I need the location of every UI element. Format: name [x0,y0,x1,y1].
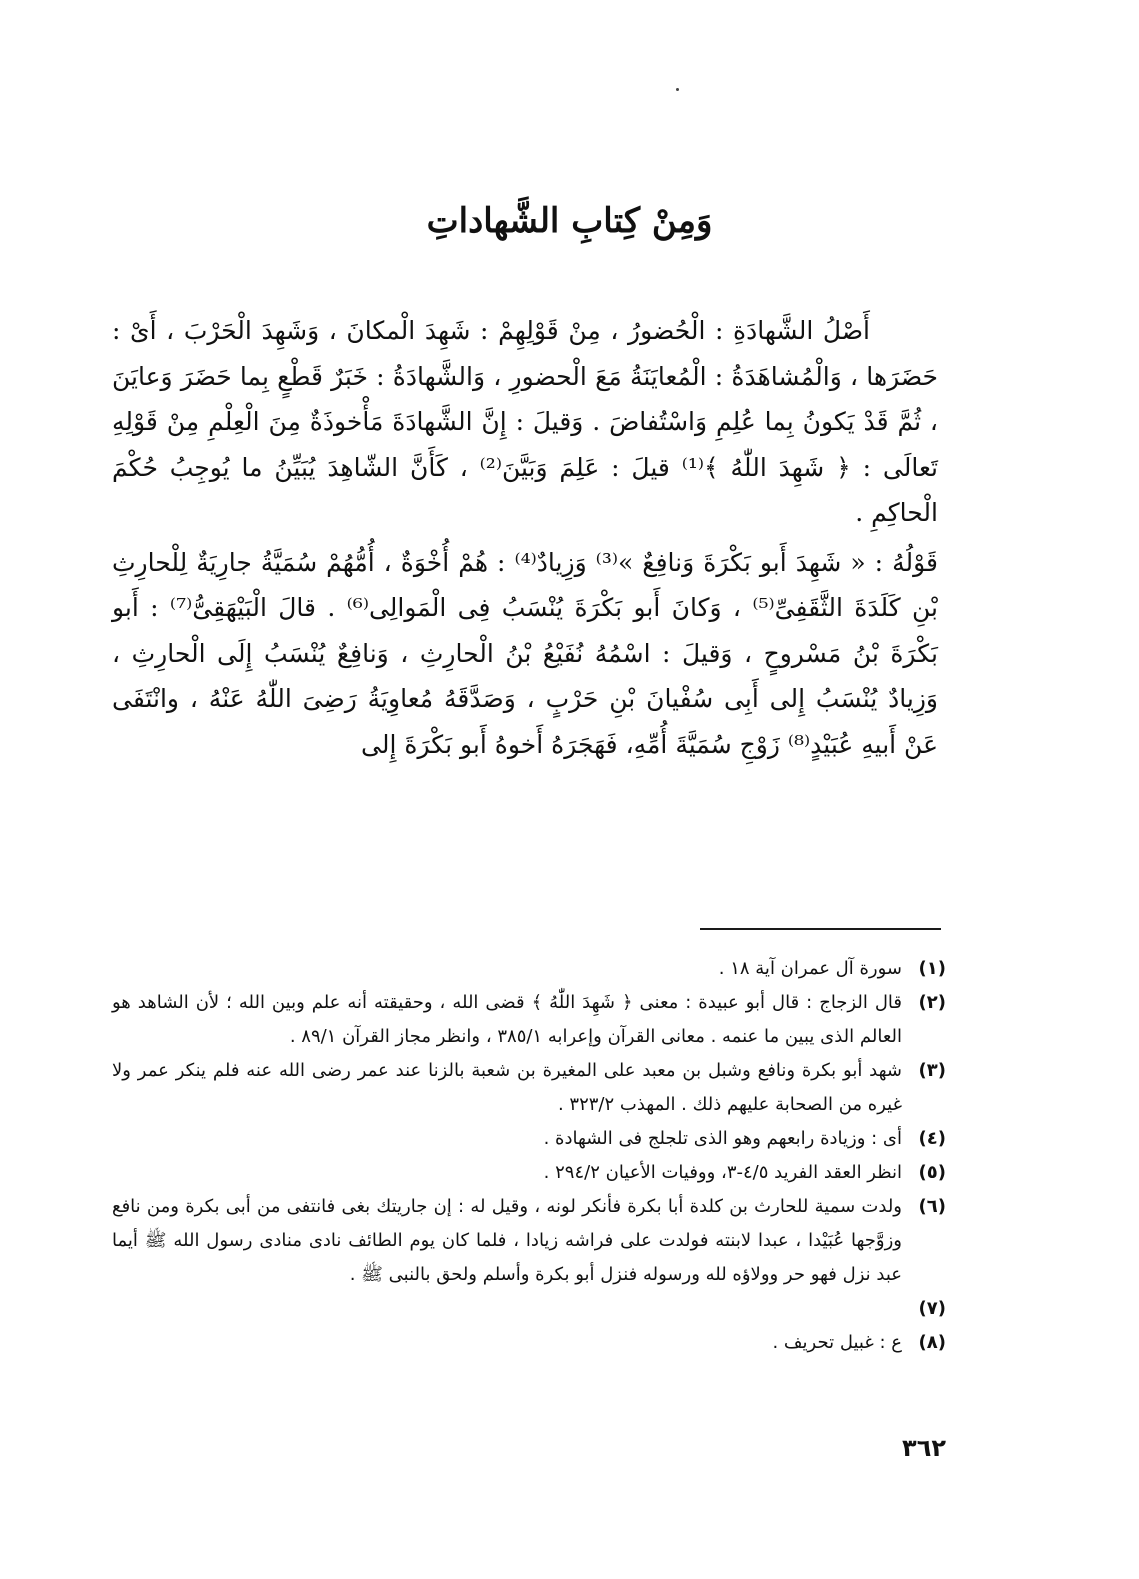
footnote-number: (٥) [918,1162,946,1183]
footnote [112,1122,946,1156]
footnote [112,1190,946,1292]
footnote-number: (٢) [918,992,946,1013]
footnote-text: شهد أبو بكرة ونافع وشبل بن معبد على المغيرة بن شعبة بالزنا عند عمر رضى الله عنه فلم ينكر عمر ولا غيره من الصحابة عليهم ذلك . المهذب ٣٢٣/٢ . [112,1060,902,1115]
footnote [112,1156,946,1190]
scan-speck [676,88,679,91]
footnote-number: (٦) [918,1196,946,1217]
footnote-text [896,1298,902,1319]
footnote [112,986,946,1054]
page-number: ٣٦٢ [902,1434,946,1462]
footnote-number: (٤) [918,1128,946,1149]
footnote-text: قال الزجاج : قال أبو عبيدة : معنى ﴿ شَهِدَ اللّٰهُ ﴾ قضى الله ، وحقيقته أنه علم وبين الله ؛ لأن الشاهد هو العالم الذى يبين ما عنمه . معانى القرآن وإعرابه ٣٨٥/١ ، وانظر مجاز القرآن ٨٩/١ . [112,992,902,1047]
footnote-text: ولدت سمية للحارث بن كلدة أبا بكرة فأنكر لونه ، وقيل له : إن جاريتك بغى فانتفى من أبى بكرة ومن نافع وزوَّجها عُبَيْدا ، عبدا لابنته فولدت على فراشه زيادا ، فلما كان يوم الطائف نادى منادى رسول الله ﷺ أيما عبد نزل فهو حر وولاؤه لله ورسوله فنزل أبو بكرة وأسلم ولحق بالنبى ﷺ . [112,1196,902,1285]
footnote-number: (٨) [918,1332,946,1353]
footnote [112,1054,946,1122]
footnote-separator [700,928,941,930]
paragraph: قَوْلُهُ : « شَهِدَ أَبو بَكْرَةَ وَنافِعٌ »⁽³⁾ وَزِيادٌ⁽⁴⁾ : هُمْ أُخْوَةٌ ، أُمُّهُمْ سُمَيَّةُ جارِيَةٌ لِلْحارِثِ بْنِ كَلَدَةَ الثَّقَفِىِّ⁽⁵⁾ ، وَكانَ أَبو بَكْرَةَ يُنْسَبُ فِى الْمَوالِى⁽⁶⁾ . قالَ الْبَيْهَقِىُّ⁽⁷⁾ : أَبو بَكْرَةَ بْنُ مَسْروحٍ ، وَقيلَ : اسْمُهُ نُفَيْعُ بْنُ الْحارِثِ ، وَنافِعٌ يُنْسَبُ إِلَى الْحارِثِ ، وَزِيادٌ يُنْسَبُ إِلى أَبِى سُفْيانَ بْنِ حَرْبٍ ، وَصَدَّقَهُ مُعاوِيَةُ رَضِىَ اللّٰهُ عَنْهُ ، وانْتَفَى عَنْ أَبيهِ عُبَيْدٍ⁽⁸⁾ زَوْجِ سُمَيَّةَ أُمِّهِ، فَهَجَرَهُ أَخوهُ أَبو بَكْرَةَ إِلى [112,547,939,759]
footnote-number: (٧) [918,1298,946,1319]
footnote-text: سورة آل عمران آية ١٨ . [718,958,902,979]
footnote-number: (١) [918,958,946,979]
main-text [112,308,938,767]
paragraph: أَصْلُ الشَّهادَةِ : الْحُضورُ ، مِنْ قَوْلِهِمْ : شَهِدَ الْمكانَ ، وَشَهِدَ الْحَرْبَ ، أَىْ : حَضَرَها ، وَالْمُشاهَدَةُ : الْمُعايَنَةُ مَعَ الْحضورِ ، وَالشَّهادَةُ : خَبَرٌ قَطْعٍ بِما حَضَرَ وَعايَنَ ، ثُمَّ قَدْ يَكونُ بِما عُلِمِ وَاسْتُفاضَ . وَقيلَ : إِنَّ الشَّهادَةَ مَأْخوذَةٌ مِنَ الْعِلْمِ مِنْ قَوْلِهِ تَعالَى : ﴿ شَهِدَ اللّٰهُ ﴾⁽¹⁾ قيلَ : عَلِمَ وَبَيَّنَ⁽²⁾ ، كَأَنَّ الشّاهِدَ يُبَيِّنُ ما يُوجِبُ حُكْمَ الْحاكِمِ . [112,316,938,527]
footnote [112,952,946,986]
footnote-text: انظر العقد الفريد ٤/٥-٣، ووفيات الأعيان ٢٩٤/٢ . [543,1162,902,1183]
footnote-text: أى : وزيادة رابعهم وهو الذى تلجلج فى الشهادة . [543,1128,902,1149]
footnote-text: ع : غبيل تحريف . [772,1332,902,1353]
footnotes [112,952,946,1360]
footnote [112,1292,946,1326]
chapter-title: وَمِنْ كِتابِ الشَّهاداتِ [426,201,713,241]
footnote-number: (٣) [918,1060,946,1081]
footnote [112,1326,946,1360]
